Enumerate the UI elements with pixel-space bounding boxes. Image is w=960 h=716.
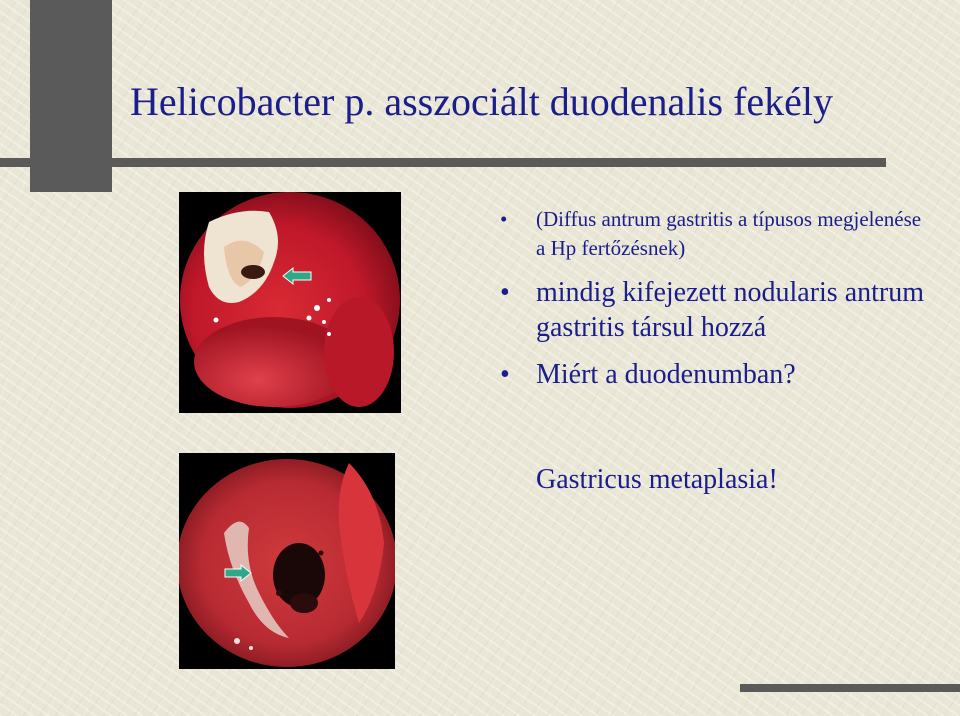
bullet-item: • (Diffus antrum gastritis a típusos megjelenése a Hp fertőzésnek) <box>494 205 934 263</box>
bullet-item: • mindig kifejezett nodularis antrum gastritis társul hozzá <box>494 275 934 345</box>
title-underline-bar <box>0 158 886 167</box>
slide-title: Helicobacter p. asszociált duodenalis fekély <box>130 79 834 124</box>
bullet-item: • Miért a duodenumban? <box>494 357 934 392</box>
footer-bar <box>740 684 960 692</box>
answer-text: Gastricus metaplasia! <box>536 464 778 495</box>
bullet-list <box>494 205 934 392</box>
endoscopy-image-bottom <box>179 453 395 669</box>
endoscopy-image-top <box>179 192 401 413</box>
